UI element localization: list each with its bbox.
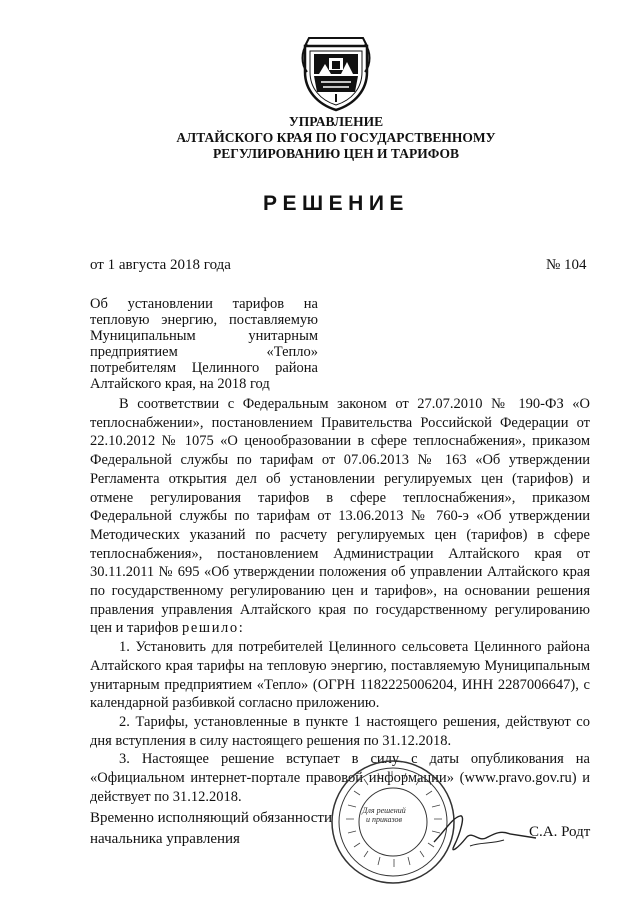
stamp-inner-line-1: Для решений [362, 806, 406, 815]
organization-line-2: АЛТАЙСКОГО КРАЯ ПО ГОСУДАРСТВЕННОМУ [176, 130, 496, 145]
signatory-position-line-1: Временно исполняющий обязанности [90, 810, 333, 826]
document-number: № 104 [546, 257, 587, 273]
stamp-inner-line-2: и приказов [365, 815, 403, 824]
signatory-position [90, 808, 332, 850]
item-1: 1. Установить для потребителей Целинного сельсовета Целинного района Алтайского края тарифы на тепловую энергию, поставляемую Муниципальным унитарным предприятием «Тепло» (ОГРН 1182225006204, ИНН 2287006647), с календарной разбивкой согласно приложению. [90, 639, 590, 712]
stamp-inner-text [356, 806, 412, 824]
document-type-heading: РЕШЕНИЕ [263, 192, 409, 215]
signatory-position-line-2: начальника управления [90, 831, 240, 847]
organization-line-1: УПРАВЛЕНИЕ [288, 114, 384, 129]
document-subject: Об установлении тарифов на тепловую энергию, поставляемую Муниципальным унитарным предприятием «Тепло» потребителям Целинного района Алтайского края, на 2018 год [90, 296, 318, 392]
document-date: от 1 августа 2018 года [90, 257, 231, 273]
document-body [90, 395, 590, 806]
organization-line-3: РЕГУЛИРОВАНИЮ ЦЕН И ТАРИФОВ [212, 146, 460, 161]
item-3: 3. Настоящее решение вступает в силу с даты опубликования на «Официальном интернет-портале правовой информации» (www.pravo.gov.ru) и действует по 31.12.2018. [90, 751, 590, 805]
handwritten-signature-icon [430, 812, 540, 862]
preamble-paragraph [90, 395, 590, 638]
preamble-text: В соответствии с Федеральным законом от 27.07.2010 № 190-ФЗ «О теплоснабжении», постановлением Правительства Российской Федерации от 22.10.2012 № 1075 «О ценообразовании в сфере теплоснабжения», приказом Федеральной службы по тарифам от 07.06.2013 № 163 «Об утверждении Регламента открытия дел об установлении регулируемых цен (тарифов) и отмене регулирования тарифов в сфере теплоснабжения», приказом Федеральной службы по тарифам от 13.06.2013 № 760-э «Об утверждении Методических указаний по расчету регулируемых цен (тарифов) в сфере теплоснабжения», постановлением Администрации Алтайского края от 30.11.2011 № 695 «Об утверждении положения об управлении Алтайского края по государственному регулированию цен и тарифов», на основании решения правления управления Алтайского края по государственному регулированию цен и тарифов [90, 396, 590, 637]
item-2: 2. Тарифы, установленные в пункте 1 настоящего решения, действуют со дня вступления в силу настоящего решения по 31.12.2018. [90, 713, 590, 749]
decided-word: решило: [182, 620, 245, 637]
signatory-name: С.А. Родт [529, 824, 591, 840]
altai-coat-of-arms-icon [299, 36, 373, 114]
organization-name [120, 114, 552, 162]
